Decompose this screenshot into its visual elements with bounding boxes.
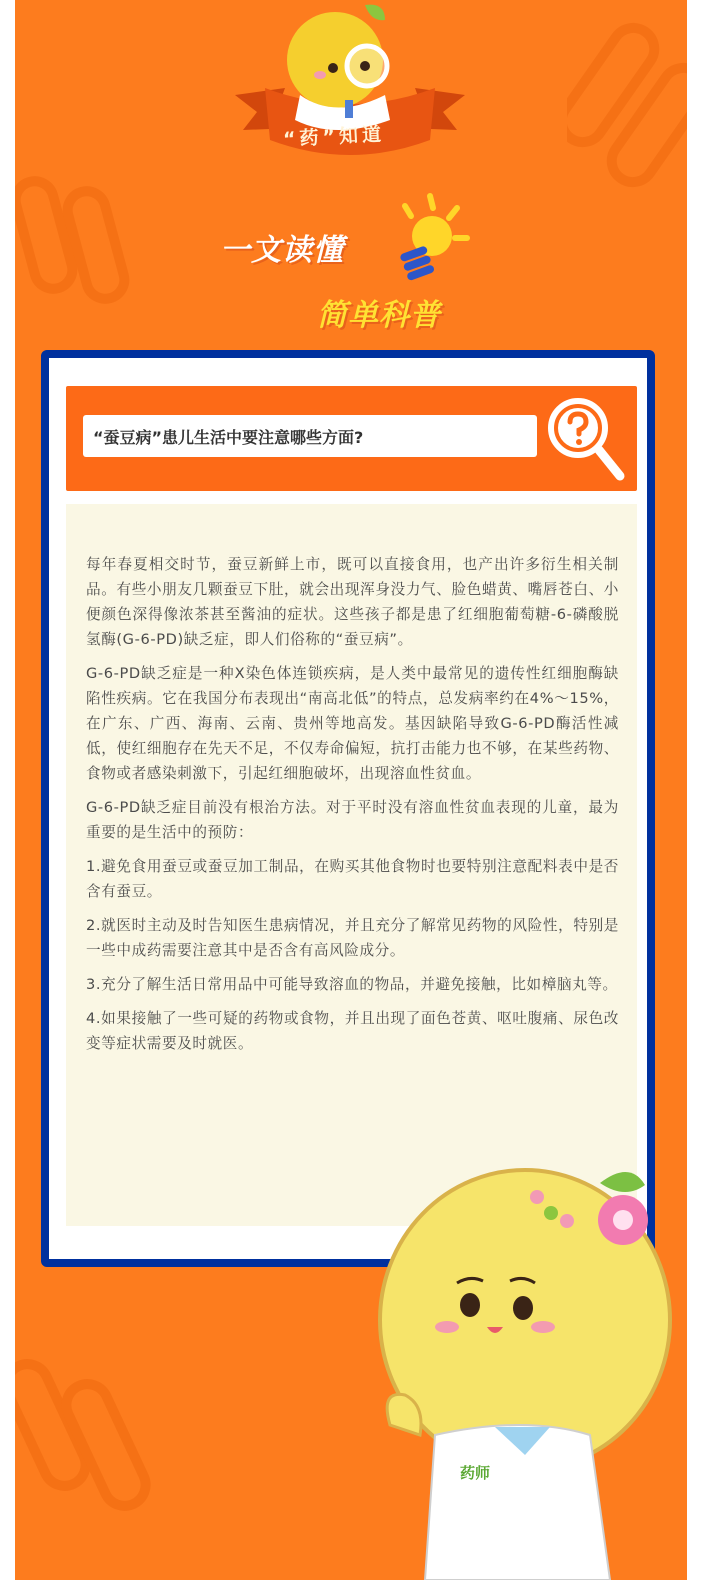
- pill-icon: [567, 0, 687, 200]
- pill-icon: [15, 170, 135, 310]
- slogan-line2: 简单科普: [317, 298, 441, 333]
- lemon-mascot-icon: [225, 0, 475, 175]
- tip-item: 4.如果接触了一些可疑的药物或食物，并且出现了面色苍黄、呕吐腹痛、尿色改变等症状需要及时就医。: [86, 1010, 619, 1052]
- question-title: “蚕豆病”患儿生活中要注意哪些方面?: [83, 415, 537, 457]
- question-header: [66, 386, 637, 491]
- lightbulb-icon: [375, 188, 475, 288]
- article-page: [15, 0, 687, 1580]
- tip-item: 3.充分了解生活日常用品中可能导致溶血的物品，并避免接触，比如樟脑丸等。: [86, 976, 618, 993]
- coat-label: 药师: [460, 1464, 491, 1482]
- pill-icon: [15, 1340, 155, 1540]
- article-card: [41, 350, 655, 1267]
- article-content: [66, 504, 637, 1226]
- slogan-line1: 一文读懂: [220, 233, 344, 268]
- tip-item: 1.避免食用蚕豆或蚕豆加工制品，在购买其他食物时也要特别注意配料表中是否含有蚕豆。: [86, 858, 619, 900]
- paragraph-intro: 每年春夏相交时节，蚕豆新鲜上市，既可以直接食用，也产出许多衍生相关制品。有些小朋友几颗蚕豆下肚，就会出现浑身没力气、脸色蜡黄、嘴唇苍白、小便颜色深得像浓茶甚至酱油的症状。这些孩子都是患了红细胞葡萄糖-6-磷酸脱氢酶(G-6-PD)缺乏症，即人们俗称的“蚕豆病”。: [86, 556, 619, 648]
- paragraph-disease: G-6-PD缺乏症是一种X染色体连锁疾病，是人类中最常见的遗传性红细胞酶缺陷性疾病。它在我国分布表现出“南高北低”的特点，总发病率约在4%～15%，在广东、广西、海南、云南、贵州等地高发。基因缺陷导致G-6-PD酶活性减低，使红细胞存在先天不足，不仅寿命偏短，抗打击能力也不够，在某些药物、食物或者感染刺激下，引起红细胞破坏，出现溶血性贫血。: [86, 665, 619, 782]
- article-text: [86, 552, 619, 1065]
- question-magnifier-icon: [542, 392, 632, 487]
- lemon-mascot-icon: [375, 1155, 687, 1580]
- paragraph-prevention: G-6-PD缺乏症目前没有根治方法。对于平时没有溶血性贫血表现的儿童，最为重要的是生活中的预防：: [86, 799, 619, 841]
- tip-item: 2.就医时主动及时告知医生患病情况，并且充分了解常见药物的风险性，特别是一些中成药需要注意其中是否含有高风险成分。: [86, 917, 619, 959]
- ribbon-title: “药”知道: [282, 123, 386, 151]
